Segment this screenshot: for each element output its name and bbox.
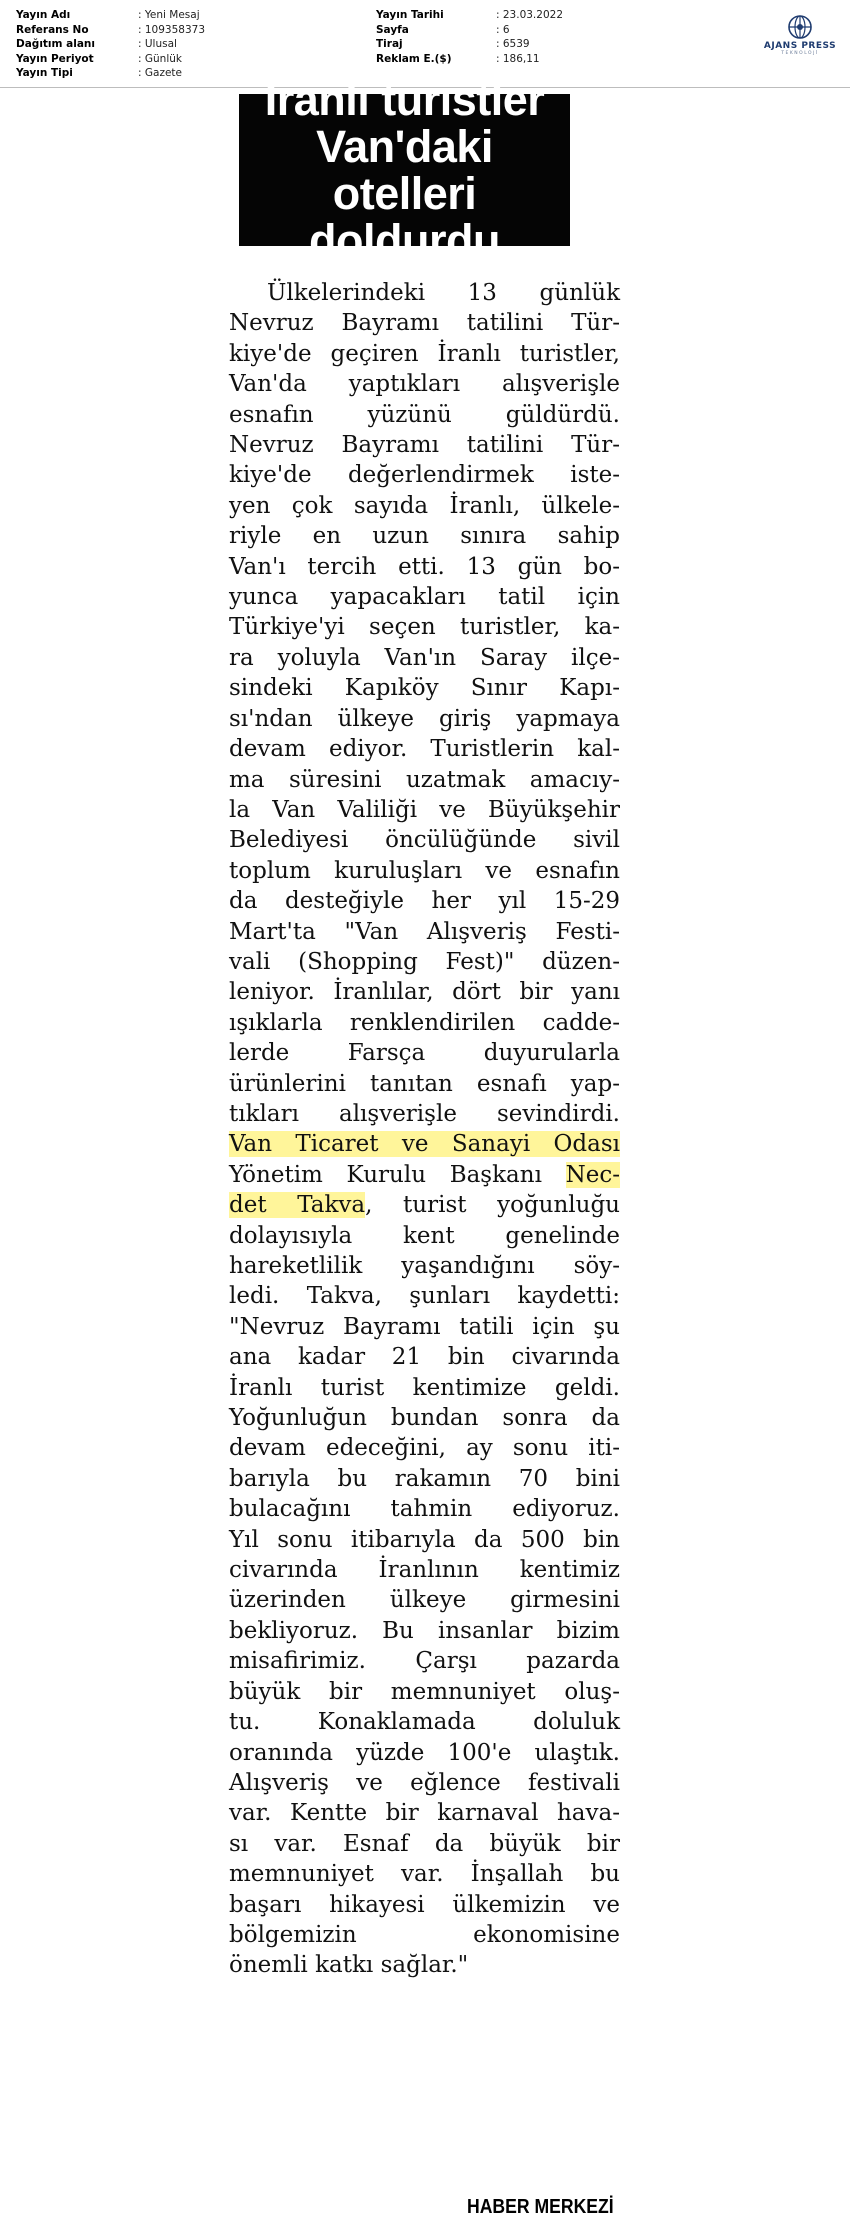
article-body (229, 278, 620, 1981)
article-line: Nevruz Bayramı tatilini Tür- (229, 310, 620, 337)
article-line: İranlı turist kentimize geldi. (229, 1374, 620, 1401)
meta-label: Dağıtım alanı (16, 38, 95, 51)
article-line: bekliyoruz. Bu insanlar bizim (229, 1617, 620, 1644)
article-line: Van'da yaptıkları alışverişle (229, 371, 620, 398)
article-line: la Van Valiliği ve Büyükşehir (229, 796, 620, 823)
article-line: vali (Shopping Fest)" düzen- (229, 948, 620, 975)
article-line: yunca yapacakları tatil için (229, 584, 620, 611)
meta-row (376, 37, 563, 52)
article-line: Yoğunluğun bundan sonra da (229, 1405, 620, 1432)
ajans-press-logo (760, 14, 840, 56)
meta-label: Sayfa (376, 23, 409, 36)
meta-value: : 23.03.2022 (496, 9, 563, 21)
meta-value: : Günlük (138, 52, 182, 65)
meta-value: : 6539 (496, 38, 530, 51)
article-line: önemli katkı sağlar." (229, 1952, 469, 1979)
highlighted-text: Van Ticaret ve Sanayi Odası (229, 1131, 620, 1158)
meta-row (376, 52, 563, 67)
article-line: üzerinden ülkeye girmesini (229, 1587, 620, 1614)
article-line: bölgemizin ekonomisine (229, 1921, 620, 1948)
clipping-meta-left (16, 8, 205, 81)
article-line: lerde Farsça duyurularla (229, 1040, 620, 1067)
meta-row (16, 23, 205, 38)
meta-row (16, 8, 205, 23)
logo-name: AJANS PRESS (763, 41, 837, 51)
article-line: misafirimiz. Çarşı pazarda (229, 1648, 620, 1675)
article-line: Belediyesi öncülüğünde sivil (229, 827, 620, 854)
meta-label: Referans No (16, 23, 89, 36)
article-line: Mart'ta "Van Alışveriş Festi- (229, 918, 620, 945)
article-line: riyle en uzun sınıra sahip (229, 523, 620, 550)
article-line: var. Kentte bir karnaval hava- (229, 1800, 620, 1827)
article-line: devam edeceğini, ay sonu iti- (229, 1435, 620, 1462)
meta-value: : 186,11 (496, 52, 540, 65)
headline-line: Van'daki otelleri (316, 121, 493, 219)
article-line: oranında yüzde 100'e ulaştık. (229, 1739, 620, 1766)
headline-line: İranlı turistler (264, 74, 545, 125)
article-line: civarında İranlının kentimiz (229, 1557, 620, 1584)
article-line: Alışveriş ve eğlence festivali (229, 1769, 620, 1796)
article-line: sı'ndan ülkeye giriş yapmaya (229, 705, 620, 732)
meta-value: : 6 (496, 23, 510, 36)
article-line: tıkları alışverişle sevindirdi. (229, 1100, 620, 1127)
article-line: ışıklarla renklendirilen cadde- (229, 1009, 620, 1036)
article-line: Yönetim Kurulu Başkanı Nec- (229, 1161, 620, 1188)
headline (239, 74, 570, 266)
article-line: bulacağını tahmin ediyoruz. (229, 1496, 620, 1523)
meta-label: Reklam E.($) (376, 52, 452, 65)
headline-line: doldurdu (309, 215, 500, 266)
highlighted-text: Nec- (565, 1161, 620, 1188)
meta-value: : 109358373 (138, 23, 205, 36)
article-line (229, 1129, 620, 1159)
article-line: ma süresini uzatmak amacıy- (229, 766, 620, 793)
meta-label: Tiraj (376, 38, 403, 51)
meta-label: Yayın Periyot (16, 52, 94, 65)
clipping-meta-right (376, 8, 563, 66)
meta-value: : Ulusal (138, 38, 177, 51)
article-line: kiye'de geçiren İranlı turistler, (229, 340, 620, 367)
article-line: "Nevruz Bayramı tatili için şu (229, 1313, 620, 1340)
article-line: Nevruz Bayramı tatilini Tür- (229, 432, 620, 459)
meta-row (376, 8, 563, 23)
article-line: Yıl sonu itibarıyla da 500 bin (229, 1526, 620, 1553)
article-line: tu. Konaklamada doluluk (229, 1709, 620, 1736)
article-line: başarı hikayesi ülkemizin ve (229, 1891, 620, 1918)
article-line: Ülkelerindeki 13 günlük (267, 280, 620, 306)
meta-value: : Yeni Mesaj (138, 9, 200, 21)
article-line: Van'ı tercih etti. 13 gün bo- (229, 553, 620, 580)
article-line: sindeki Kapıköy Sınır Kapı- (229, 675, 620, 702)
article-line: memnuniyet var. İnşallah bu (229, 1861, 620, 1888)
article-line: da desteğiyle her yıl 15-29 (229, 888, 620, 915)
article-line: ürünlerini tanıtan esnafı yap- (229, 1070, 620, 1097)
article-line: dolayısıyla kent genelinde (229, 1222, 620, 1249)
article-line: kiye'de değerlendirmek iste- (229, 462, 620, 489)
article-line: leniyor. İranlılar, dört bir yanı (229, 979, 620, 1006)
meta-value: : Gazete (138, 67, 182, 80)
meta-row (16, 52, 205, 67)
ajans-press-globe-icon (787, 14, 813, 40)
meta-row (16, 66, 205, 81)
logo-tagline: TEKNOLOJİ (781, 51, 819, 56)
article-line: ledi. Takva, şunları kaydetti: (229, 1283, 620, 1310)
article-line: esnafın yüzünü güldürdü. (229, 401, 620, 428)
article-line: toplum kuruluşları ve esnafın (229, 857, 620, 884)
article-line: hareketlilik yaşandığını söy- (229, 1253, 620, 1279)
article-line: Türkiye'yi seçen turistler, ka- (229, 614, 620, 641)
article-line: ra yoluyla Van'ın Saray ilçe- (229, 644, 620, 671)
meta-row (16, 37, 205, 52)
article-line: büyük bir memnuniyet oluş- (229, 1678, 620, 1705)
article-line: devam ediyor. Turistlerin kal- (229, 736, 620, 763)
article-line: barıyla bu rakamın 70 bini (229, 1465, 620, 1492)
article-line: det Takva, turist yoğunluğu (229, 1192, 620, 1219)
highlighted-text: det Takva (229, 1192, 366, 1219)
byline: HABER MERKEZİ (467, 2196, 614, 2218)
meta-row (376, 23, 563, 38)
meta-label: Yayın Tarihi (376, 9, 444, 21)
article-line: yen çok sayıda İranlı, ülkele- (229, 492, 620, 519)
article-line: sı var. Esnaf da büyük bir (229, 1830, 620, 1857)
meta-label: Yayın Tipi (16, 67, 73, 80)
article-line: ana kadar 21 bin civarında (229, 1344, 620, 1371)
meta-label: Yayın Adı (16, 9, 71, 21)
